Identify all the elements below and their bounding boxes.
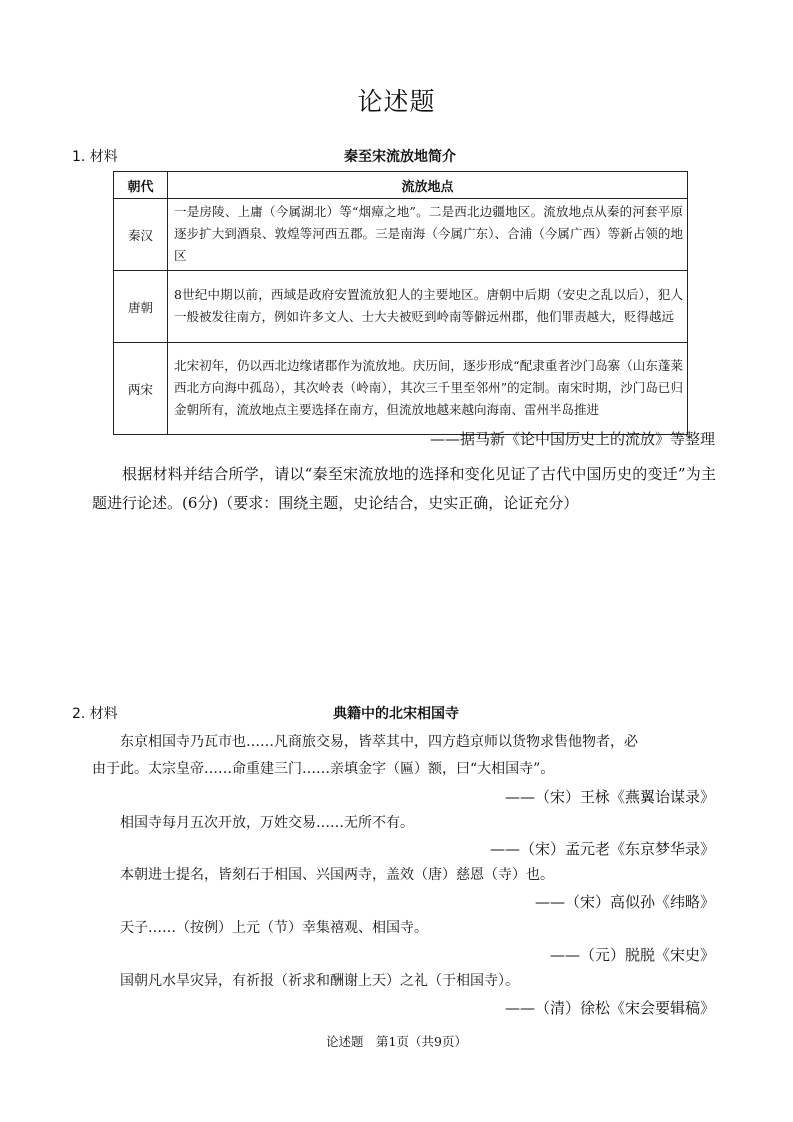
q2-title: 典籍中的北宋相国寺 (333, 706, 459, 722)
place-cell: 北宋初年，仍以西北边缘诸郡作为流放地。庆历间，逐步形成“配隶重者沙门岛寨（山东蓬莱西北方向海中孤岛），其次岭表（岭南），其次三千里至邻州”的定制。南宋时期，沙门岛已归金朝所有，流放地点主要选择在南方，但流放地越来越向海南、雷州半岛推进 (168, 343, 688, 435)
q2-paragraph-1-line-2: 由于此。太宗皇帝……命重建三门……亲填金字（匾）额，曰“大相国寺”。 (92, 761, 555, 777)
exile-table (113, 171, 688, 435)
q2-source-4: ——（元）脱脱《宋史》 (549, 946, 715, 964)
q2-paragraph-1-line-1: 东京相国寺乃瓦市也……凡商旅交易，皆萃其中，四方趋京师以货物求售他物者，必 (120, 734, 638, 750)
dynasty-cell: 秦汉 (114, 199, 168, 271)
table-header-row (114, 172, 688, 199)
header-exile-place: 流放地点 (168, 172, 688, 199)
table-row (114, 199, 688, 271)
dynasty-cell: 唐朝 (114, 271, 168, 343)
page-footer: 论述题 第1页（共9页） (326, 1034, 467, 1049)
dynasty-cell: 两宋 (114, 343, 168, 435)
header-dynasty: 朝代 (114, 172, 168, 199)
question-1-number: 1. 材料 (72, 149, 118, 165)
q2-source-2: ——（宋）孟元老《东京梦华录》 (489, 840, 715, 858)
q2-paragraph-3: 本朝进士提名，皆刻石于相国、兴国两寺，盖效（唐）慈恩（寺）也。 (120, 867, 554, 883)
q1-prompt: 根据材料并结合所学，请以“秦至宋流放地的选择和变化见证了古代中国历史的变迁”为主题进行论述。(6分)（要求：围绕主题，史论结合，史实正确，论证充分） (92, 465, 716, 512)
place-cell: 8世纪中期以前，西域是政府安置流放犯人的主要地区。唐朝中后期（安史之乱以后），犯人一般被发往南方，例如许多文人、士大夫被贬到岭南等僻远州郡，他们罪责越大，贬得越远 (168, 271, 688, 343)
question-2-number: 2. 材料 (72, 706, 118, 722)
q2-source-1: ——（宋）王栐《燕翼诒谋录》 (504, 788, 715, 806)
q2-source-5: ——（清）徐松《宋会要辑稿》 (504, 999, 715, 1017)
q1-source: ——据马新《论中国历史上的流放》等整理 (429, 430, 715, 448)
table-row (114, 343, 688, 435)
q2-paragraph-2: 相国寺每月五次开放，万姓交易……无所不有。 (120, 815, 414, 831)
page-title: 论述题 (357, 87, 436, 116)
table-row (114, 271, 688, 343)
table-title: 秦至宋流放地简介 (344, 149, 456, 165)
q2-paragraph-4: 天子……（按例）上元（节）幸集禧观、相国寺。 (120, 920, 428, 936)
q2-paragraph-5: 国朝凡水旱灾异，有祈报（祈求和酬谢上天）之礼（于相国寺）。 (120, 973, 519, 989)
q2-source-3: ——（宋）高似孙《纬略》 (534, 893, 715, 911)
place-cell: 一是房陵、上庸（今属湖北）等“烟瘴之地”。二是西北边疆地区。流放地点从秦的河套平原逐步扩大到酒泉、敦煌等河西五郡。三是南海（今属广东）、合浦（今属广西）等新占领的地区 (168, 199, 688, 271)
